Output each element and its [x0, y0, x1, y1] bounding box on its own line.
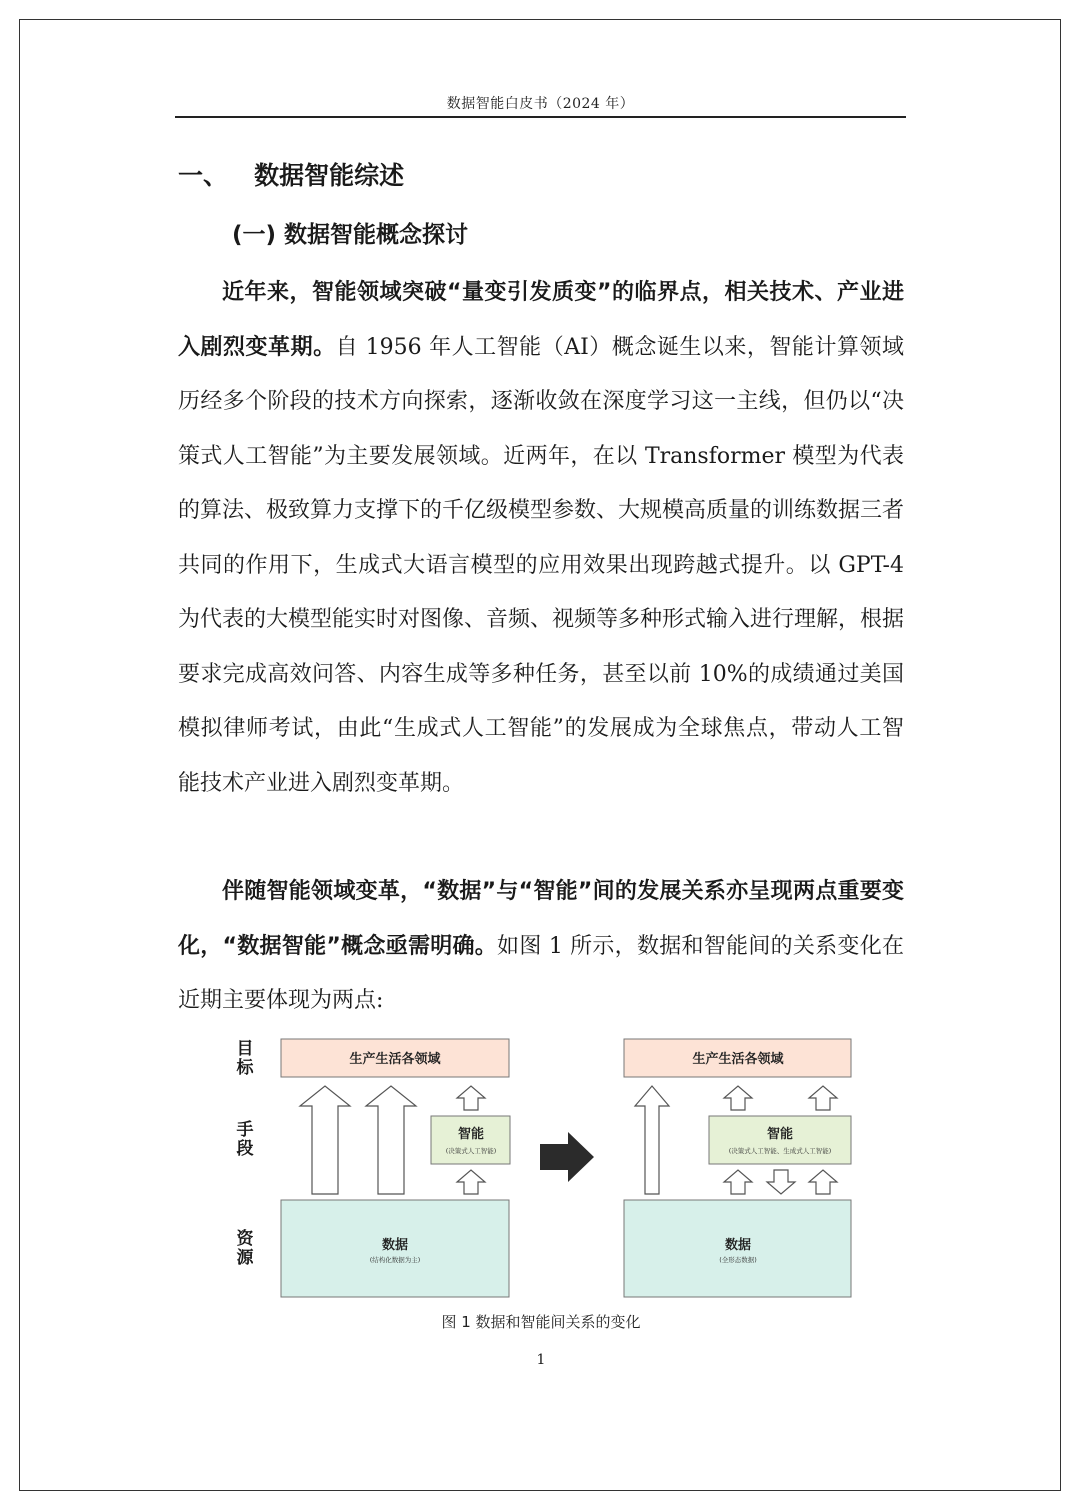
left-data-sub: (结构化数据为主) — [369, 1256, 421, 1264]
figure-diagram — [228, 1032, 868, 1307]
right-data-title: 数据 — [724, 1238, 752, 1253]
up-arrow-icon — [724, 1170, 752, 1194]
right-goal-label: 生产生活各领域 — [692, 1052, 784, 1067]
up-arrow-icon — [366, 1086, 416, 1194]
left-intel-title: 智能 — [457, 1127, 485, 1142]
up-arrow-icon — [457, 1170, 485, 1194]
left-data-title: 数据 — [381, 1238, 409, 1253]
figure-caption: 图 1 数据和智能间关系的变化 — [441, 1313, 641, 1331]
running-header: 数据智能白皮书（2024 年） — [446, 96, 635, 112]
page-number: 1 — [536, 1352, 546, 1368]
row-label-goal: 目 标 — [236, 1039, 254, 1078]
right-data-sub: (全形态数据) — [719, 1256, 757, 1264]
right-intel-sub: (决策式人工智能、生成式人工智能) — [728, 1147, 832, 1155]
paragraph-2 — [178, 865, 904, 1029]
up-arrow-icon — [809, 1170, 837, 1194]
up-arrow-icon — [724, 1086, 752, 1110]
subsection-heading: (一) 数据智能概念探讨 — [232, 222, 469, 248]
up-arrow-icon — [635, 1086, 669, 1194]
up-arrow-icon — [300, 1086, 350, 1194]
header-rule — [175, 116, 906, 118]
down-arrow-icon — [767, 1170, 795, 1194]
row-label-means: 手 段 — [236, 1120, 254, 1159]
right-intel-title: 智能 — [766, 1127, 794, 1142]
paragraph-1 — [178, 266, 904, 811]
section-heading: 一、 数据智能综述 — [178, 161, 405, 190]
left-goal-label: 生产生活各领域 — [349, 1052, 441, 1067]
left-intel-sub: (决策式人工智能) — [445, 1147, 497, 1155]
transition-arrow-icon — [540, 1132, 594, 1182]
row-label-resource: 资 源 — [236, 1229, 254, 1268]
figure-1 — [228, 1032, 868, 1312]
up-arrow-icon — [809, 1086, 837, 1110]
up-arrow-icon — [457, 1086, 485, 1110]
paragraph-1-body: 自 1956 年人工智能（AI）概念诞生以来，智能计算领域历经多个阶段的技术方向探索，逐渐收敛在深度学习这一主线，但仍以“决策式人工智能”为主要发展领域。近两年，在以 Transformer 模型为代表的算法、极致算力支撑下的千亿级模型参数、大规模高质量的训练数据三者共同的作用下，生成式大语言模型的应用效果出现跨越式提升。以 GPT-4 为代表的大模型能实时对图像、音频、视频等多种形式输入进行理解，根据要求完成高效问答、内容生成等多种任务，甚至以前 10%的成绩通过美国模拟律师考试，由此“生成式人工智能”的发展成为全球焦点，带动人工智能技术产业进入剧烈变革期。 — [178, 334, 905, 796]
paragraph-2-body: 如图 1 所示，数据和智能间的关系变化在近期主要体现为两点: — [178, 933, 904, 1013]
paragraph-1-lead: 近年来，智能领域突破“量变引发质变”的临界点，相关技术、产业进入剧烈变革期。 — [178, 280, 904, 360]
paragraph-2-lead: 伴随智能领域变革，“数据”与“智能”间的发展关系亦呈现两点重要变化，“数据智能”概念亟需明确。 — [178, 879, 904, 959]
